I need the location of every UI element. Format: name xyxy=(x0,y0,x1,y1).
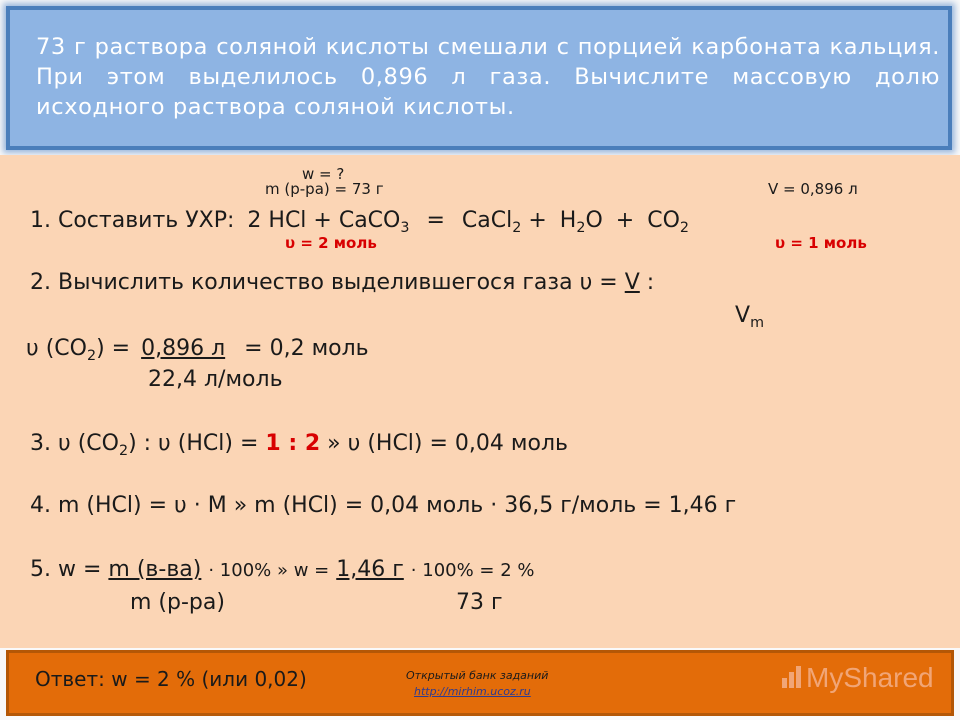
step1-plus-1: + xyxy=(528,208,547,233)
watermark-logo xyxy=(780,658,952,698)
bank-link[interactable]: http://mirhim.ucoz.ru xyxy=(414,685,531,698)
step5-numerator: m (в-ва) xyxy=(108,557,202,582)
bank-title: Открытый банк заданий xyxy=(406,669,549,682)
step2-numerator: 0,896 л xyxy=(141,336,226,361)
given-volume: V = 0,896 л xyxy=(768,180,858,198)
step1-h2o: $H_2O$ xyxy=(559,208,603,236)
given-m-solution: m (р-ра) = 73 г xyxy=(265,180,384,198)
step1-plus-2: + xyxy=(615,208,635,233)
step1-cacl2: CaCl$_2$ xyxy=(461,208,522,236)
step5-denominator: m (р-ра) xyxy=(130,590,225,615)
step4-mass: 4. m (HCl) = υ · M » m (HCl) = 0,04 моль · 36,5 г/моль = 1,46 г xyxy=(30,493,737,518)
problem-text: 73 г раствора соляной кислоты смешали с порцией карбоната кальция. При этом выделилось 0,896 л газа. Вычислите массовую долю исходного раствора соляной кислоты. xyxy=(36,34,940,120)
step2-denominator: 22,4 л/моль xyxy=(148,367,283,392)
step5-fraction: 5. w = m (в-ва) · 100% » w = 1,46 г · 100% = 2 % xyxy=(30,557,535,582)
step2-Vm: $V_m$ xyxy=(735,303,764,331)
step2-result: = 0,2 моль xyxy=(244,336,369,361)
answer-text: Ответ: w = 2 % (или 0,02) xyxy=(35,667,307,691)
step1-caco3: CaCO$_3$ xyxy=(338,208,410,236)
step1-equals: = xyxy=(426,208,445,233)
step5-numerator-2: 1,46 г xyxy=(336,557,404,582)
step1-co2: $CO_2$ xyxy=(647,208,690,236)
step3-ratio-value: 1 : 2 xyxy=(265,431,321,456)
step1-equation xyxy=(30,208,689,236)
step1-hcl: 2 HCl + xyxy=(247,208,332,233)
step3-ratio: 3. υ $(CO_2)$ : υ (HCl) = 1 : 2 » υ (HCl) = 0,04 моль xyxy=(30,431,568,459)
step1-prefix: 1. Составить УХР: xyxy=(30,208,235,233)
step2-calculation: υ $(CO_2) = 0,896$ л = 0,2 моль xyxy=(26,336,369,364)
step1-n-co2: υ = 1 моль xyxy=(775,234,867,252)
watermark-icon xyxy=(780,666,802,690)
step1-n-hcl: υ = 2 моль xyxy=(285,234,377,252)
given-w: w = ? xyxy=(302,165,345,183)
step2-text: 2. Вычислить количество выделившегося газа υ = V : xyxy=(30,270,655,295)
step5-denominator-2: 73 г xyxy=(456,590,503,615)
step2-V: V xyxy=(624,270,640,295)
watermark-text: MyShared xyxy=(806,662,934,693)
